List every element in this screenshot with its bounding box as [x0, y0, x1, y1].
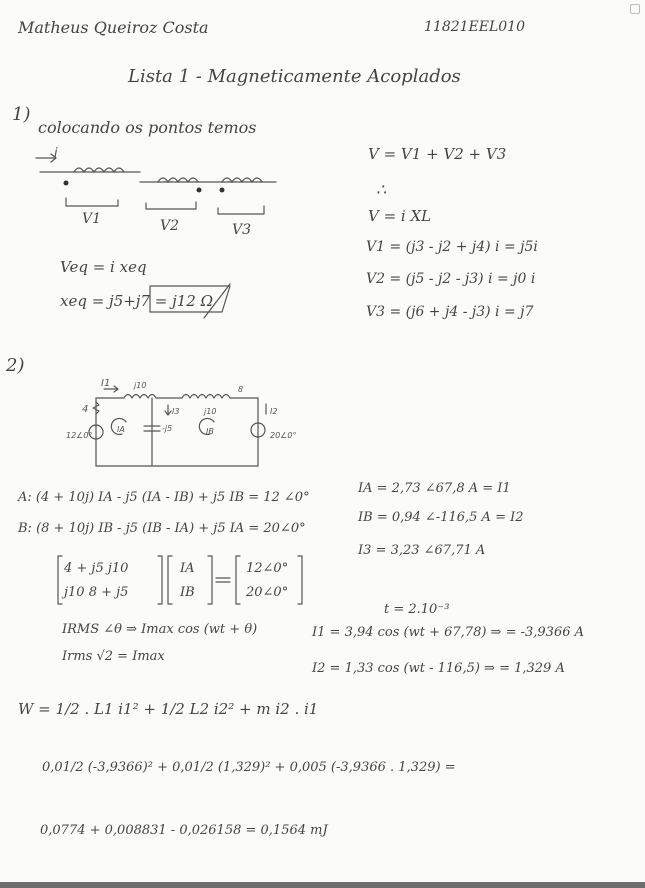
v-ix-equation: V = i XL [368, 207, 432, 225]
q1-number: 1) [12, 104, 31, 125]
ib-result: IB = 0,94 ∠-116,5 A = I2 [358, 510, 524, 525]
irms-sqrt2-relation: Irms √2 = Imax [62, 649, 165, 664]
mesh-b-equation: B: (8 + 10j) IB - j5 (IB - IA) + j5 IA = 20∠0° [18, 521, 306, 536]
v2-equation: V2 = (j5 - j2 - j3) i = j0 i [366, 271, 536, 287]
q1-statement: colocando os pontos temos [38, 118, 257, 137]
rhs-2: 20∠0° [246, 585, 289, 600]
circuit-src-left: 12∠0° [66, 431, 93, 440]
circuit-cap: -j5 [162, 424, 173, 433]
veq-equation: Veq = i xeq [60, 258, 147, 276]
q2-number: 2) [6, 355, 25, 376]
time-value: t = 2.10⁻³ [384, 602, 450, 617]
mesh-a-equation: A: (4 + 10j) IA - j5 (IA - IB) + j5 IB = 12 ∠0° [18, 490, 310, 505]
v1-label: V1 [82, 211, 102, 227]
v1-equation: V1 = (j3 - j2 + j4) i = j5i [366, 239, 538, 255]
irms-relation: IRMS ∠θ ⇒ Imax cos (wt + θ) [62, 622, 258, 637]
circuit-r8: 8 [238, 385, 244, 394]
page-title: Lista 1 - Magneticamente Acoplados [128, 66, 461, 87]
circuit-ib: IB [206, 427, 214, 436]
v-sum-equation: V = V1 + V2 + V3 [368, 145, 507, 163]
circuit-j10-mid: j10 [204, 407, 217, 416]
q1-current-label: i [54, 146, 58, 161]
vector-ia: IA [180, 561, 195, 576]
energy-substitution: 0,01/2 (-3,9366)² + 0,01/2 (1,329)² + 0,005 (-3,9366 . 1,329) = [42, 760, 456, 775]
v2-label: V2 [160, 218, 180, 234]
xeq-equation: xeq = j5+j7 = j12 Ω [60, 292, 214, 310]
energy-result: 0,0774 + 0,008831 - 0,026158 = 0,1564 mJ [40, 823, 328, 838]
i2-time-domain: I2 = 1,33 cos (wt - 116,5) ⇒ = 1,329 A [312, 661, 565, 676]
v3-equation: V3 = (j6 + j4 - j3) i = j7 [366, 304, 534, 320]
circuit-j10-top: j10 [134, 381, 147, 390]
therefore-symbol: ∴ [376, 180, 387, 199]
v3-label: V3 [232, 222, 252, 238]
i3-result: I3 = 3,23 ∠67,71 A [358, 543, 486, 558]
ia-result: IA = 2,73 ∠67,8 A = I1 [358, 481, 511, 496]
i1-time-domain: I1 = 3,94 cos (wt + 67,78) ⇒ = -3,9366 A [312, 625, 585, 640]
circuit-r4: 4 [82, 404, 89, 415]
circuit-ia: IA [117, 425, 125, 434]
vector-ib: IB [180, 585, 195, 600]
matrix-row-2: j10 8 + j5 [64, 585, 129, 600]
page-bottom-edge [0, 882, 645, 888]
energy-formula: W = 1/2 . L1 i1² + 1/2 L2 i2² + m i2 . i1 [18, 700, 319, 718]
circuit-i2: I2 [270, 407, 278, 416]
student-name: Matheus Queiroz Costa [18, 18, 209, 37]
corner-mark [630, 4, 640, 14]
circuit-i1: I1 [101, 378, 111, 389]
circuit-src-right: 20∠0° [270, 431, 297, 440]
rhs-1: 12∠0° [246, 561, 289, 576]
matrix-row-1: 4 + j5 j10 [64, 561, 129, 576]
student-id: 11821EEL010 [424, 19, 525, 35]
circuit-i3: I3 [172, 407, 180, 416]
